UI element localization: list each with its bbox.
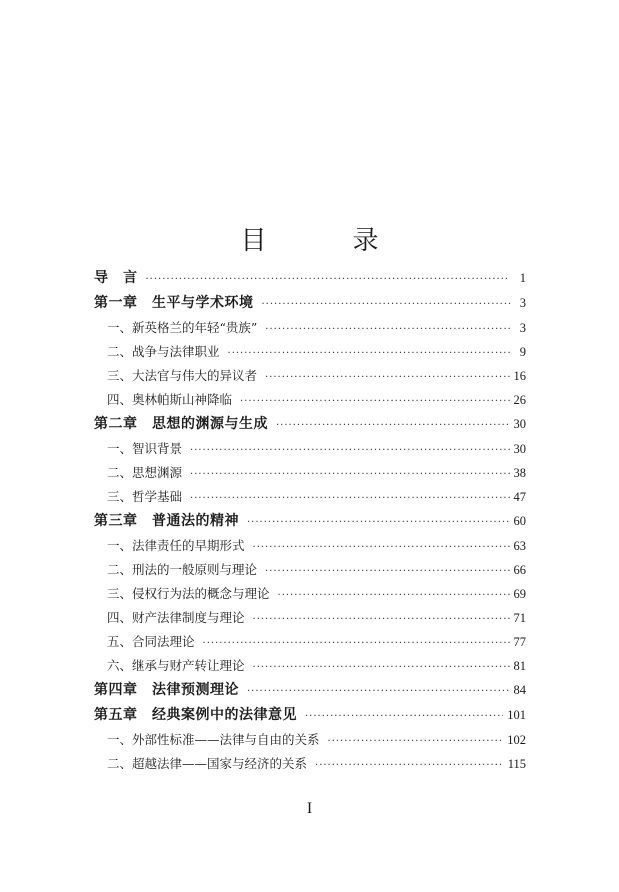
toc-entry-title: 四、财产法律制度与理论 xyxy=(107,610,245,625)
toc-section-entry[interactable] xyxy=(94,582,526,606)
toc-entry-page: 101 xyxy=(507,708,526,722)
toc-chapter-entry[interactable] xyxy=(94,266,526,291)
toc-entry-page: 115 xyxy=(507,757,526,771)
toc-entry-page: 77 xyxy=(513,635,526,649)
toc-entry-page: 71 xyxy=(513,611,526,625)
toc-entry-title: 六、继承与财产转让理论 xyxy=(107,658,245,673)
dot-leader xyxy=(190,487,509,511)
toc-entry-page: 69 xyxy=(513,587,526,601)
toc-entry-page: 47 xyxy=(513,490,526,504)
toc-section-entry[interactable] xyxy=(94,728,526,752)
toc-chapter-entry[interactable] xyxy=(94,678,526,703)
toc-entry-title: 第二章 思想的渊源与生成 xyxy=(94,416,268,432)
toc-entry-page: 26 xyxy=(513,393,526,407)
toc-entry-title: 一、外部性标准——法律与自由的关系 xyxy=(107,732,320,747)
toc-section-entry[interactable] xyxy=(94,654,526,678)
dot-leader xyxy=(315,754,504,778)
toc-entry-title: 三、哲学基础 xyxy=(107,489,183,504)
page-title: 目 录 xyxy=(240,226,409,257)
toc-chapter-entry[interactable] xyxy=(94,412,526,437)
toc-entry-page: 38 xyxy=(513,466,526,480)
dot-leader xyxy=(190,463,509,487)
dot-leader xyxy=(247,679,510,704)
table-of-contents xyxy=(94,266,526,776)
dot-leader xyxy=(328,730,504,754)
toc-entry-title: 第四章 法律预测理论 xyxy=(94,682,239,698)
dot-leader xyxy=(262,292,511,317)
toc-entry-page: 81 xyxy=(513,659,526,673)
toc-entry-page: 60 xyxy=(513,514,526,528)
toc-entry-page: 3 xyxy=(519,296,526,310)
dot-leader xyxy=(278,584,510,608)
toc-entry-title: 二、超越法律——国家与经济的关系 xyxy=(107,756,308,771)
toc-entry-title: 四、奥林帕斯山神降临 xyxy=(107,392,233,407)
toc-section-entry[interactable] xyxy=(94,316,526,340)
toc-entry-title: 一、智识背景 xyxy=(107,441,183,456)
toc-section-entry[interactable] xyxy=(94,630,526,654)
toc-entry-title: 第一章 生平与学术环境 xyxy=(94,295,254,311)
toc-entry-title: 一、新英格兰的年轻“贵族” xyxy=(107,320,258,335)
dot-leader xyxy=(305,704,503,729)
page-number: I xyxy=(306,800,313,817)
toc-entry-title: 二、战争与法律职业 xyxy=(107,344,220,359)
toc-entry-title: 三、大法官与伟大的异议者 xyxy=(107,368,258,383)
toc-entry-title: 二、刑法的一般原则与理论 xyxy=(107,562,258,577)
toc-section-entry[interactable] xyxy=(94,388,526,412)
toc-entry-page: 30 xyxy=(513,417,526,431)
toc-section-entry[interactable] xyxy=(94,752,526,776)
toc-section-entry[interactable] xyxy=(94,485,526,509)
dot-leader xyxy=(203,632,510,656)
dot-leader xyxy=(265,318,510,342)
dot-leader xyxy=(265,560,509,584)
dot-leader xyxy=(253,536,510,560)
toc-entry-page: 16 xyxy=(513,369,526,383)
toc-entry-page: 1 xyxy=(519,271,526,285)
toc-section-entry[interactable] xyxy=(94,340,526,364)
toc-section-entry[interactable] xyxy=(94,364,526,388)
toc-entry-page: 63 xyxy=(513,539,526,553)
dot-leader xyxy=(253,608,510,632)
toc-entry-title: 第五章 经典案例中的法律意见 xyxy=(94,707,297,723)
toc-chapter-entry[interactable] xyxy=(94,509,526,534)
dot-leader xyxy=(146,267,511,292)
toc-section-entry[interactable] xyxy=(94,606,526,630)
toc-entry-page: 9 xyxy=(519,345,526,359)
toc-section-entry[interactable] xyxy=(94,437,526,461)
toc-section-entry[interactable] xyxy=(94,461,526,485)
toc-entry-title: 五、合同法理论 xyxy=(107,634,195,649)
toc-entry-page: 3 xyxy=(519,321,526,335)
dot-leader xyxy=(276,413,510,438)
toc-entry-page: 84 xyxy=(513,683,526,697)
toc-entry-page: 30 xyxy=(513,442,526,456)
dot-leader xyxy=(253,656,510,680)
dot-leader xyxy=(190,439,509,463)
toc-entry-title: 三、侵权行为法的概念与理论 xyxy=(107,586,270,601)
toc-section-entry[interactable] xyxy=(94,558,526,582)
toc-chapter-entry[interactable] xyxy=(94,703,526,728)
toc-entry-title: 导 言 xyxy=(94,270,138,286)
toc-entry-title: 第三章 普通法的精神 xyxy=(94,513,239,529)
toc-entry-title: 一、法律责任的早期形式 xyxy=(107,538,245,553)
toc-entry-page: 102 xyxy=(507,733,526,747)
toc-entry-title: 二、思想渊源 xyxy=(107,465,183,480)
dot-leader xyxy=(240,390,509,414)
toc-chapter-entry[interactable] xyxy=(94,291,526,316)
toc-entry-page: 66 xyxy=(513,563,526,577)
dot-leader xyxy=(228,342,510,366)
dot-leader xyxy=(265,366,509,390)
toc-section-entry[interactable] xyxy=(94,534,526,558)
dot-leader xyxy=(247,510,510,535)
